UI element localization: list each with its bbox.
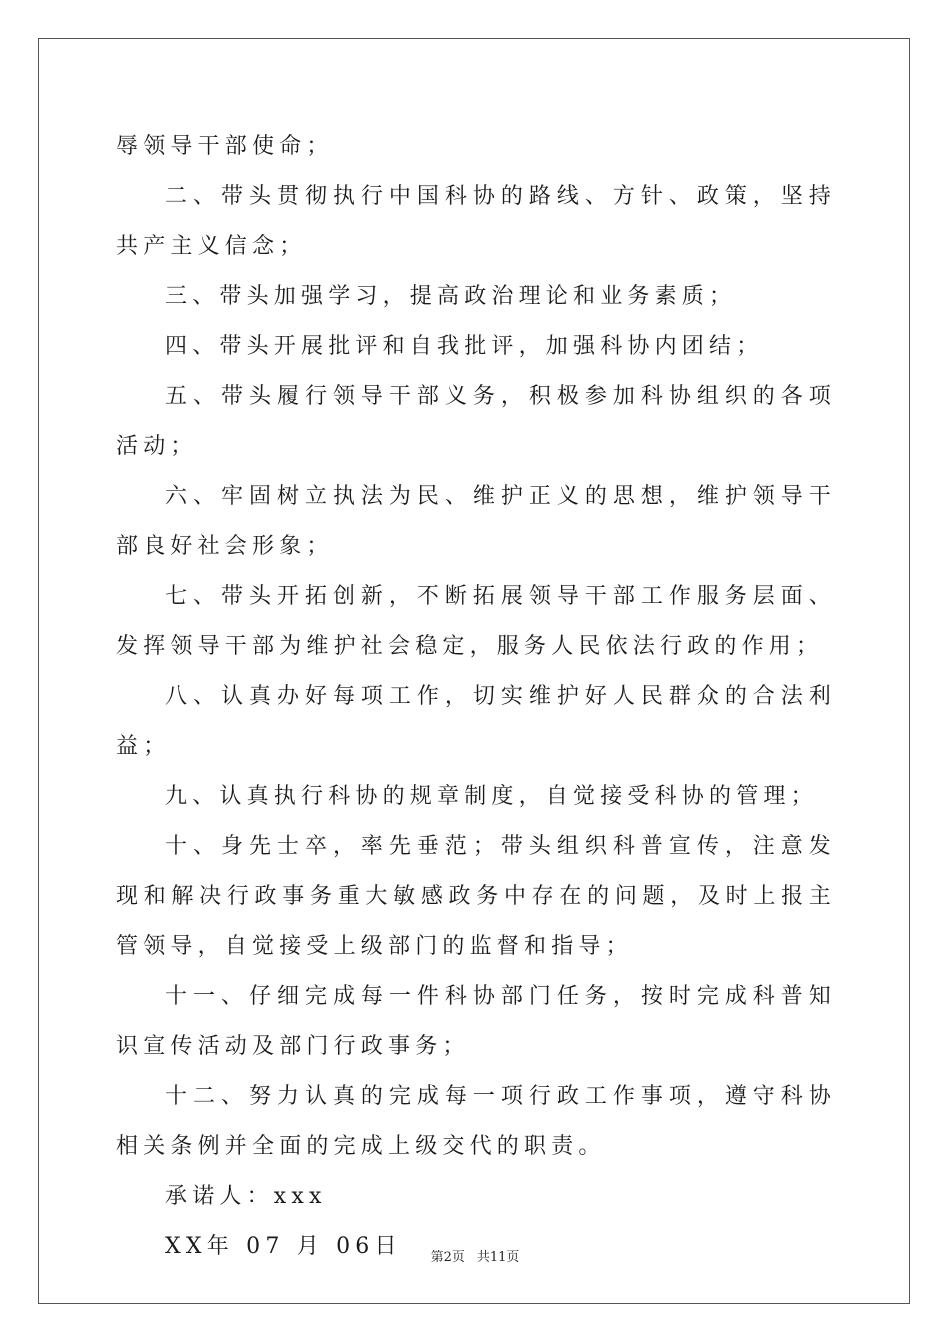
date-line: XX年 07 月 06日 — [165, 1234, 402, 1259]
paragraph: 十一、仔细完成每一件科协部门任务，按时完成科普知识宣传活动及部门行政事务； — [116, 984, 836, 1059]
paragraph: 八、认真办好每项工作，切实维护好人民群众的合法利益； — [116, 684, 836, 759]
paragraph: 二、带头贯彻执行中国科协的路线、方针、政策，坚持共产主义信念； — [116, 184, 836, 259]
page-total: 共11页 — [476, 1250, 520, 1265]
paragraph: 三、带头加强学习，提高政治理论和业务素质； — [165, 284, 737, 309]
paragraph: 十、身先士卒，率先垂范；带头组织科普宣传，注意发现和解决行政事务重大敏感政务中存在的问题，及时上报主管领导，自觉接受上级部门的监督和指导； — [116, 834, 836, 959]
signature-line: 承诺人：xxx — [165, 1184, 327, 1209]
paragraph: 六、牢固树立执法为民、维护正义的思想，维护领导干部良好社会形象； — [116, 484, 836, 559]
document-body — [116, 122, 836, 1272]
page-footer — [0, 1246, 950, 1265]
paragraph: 十二、努力认真的完成每一项行政工作事项，遵守科协相关条例并全面的完成上级交代的职责。 — [116, 1084, 836, 1159]
paragraph: 九、认真执行科协的规章制度，自觉接受科协的管理； — [165, 784, 818, 809]
paragraph: 辱领导干部使命； — [116, 134, 334, 159]
paragraph: 七、带头开拓创新，不断拓展领导干部工作服务层面、发挥领导干部为维护社会稳定，服务人民依法行政的作用； — [116, 584, 836, 659]
page-number: 第2页 — [430, 1250, 465, 1265]
paragraph: 四、带头开展批评和自我批评，加强科协内团结； — [165, 334, 764, 359]
paragraph: 五、带头履行领导干部义务，积极参加科协组织的各项活动； — [116, 384, 836, 459]
